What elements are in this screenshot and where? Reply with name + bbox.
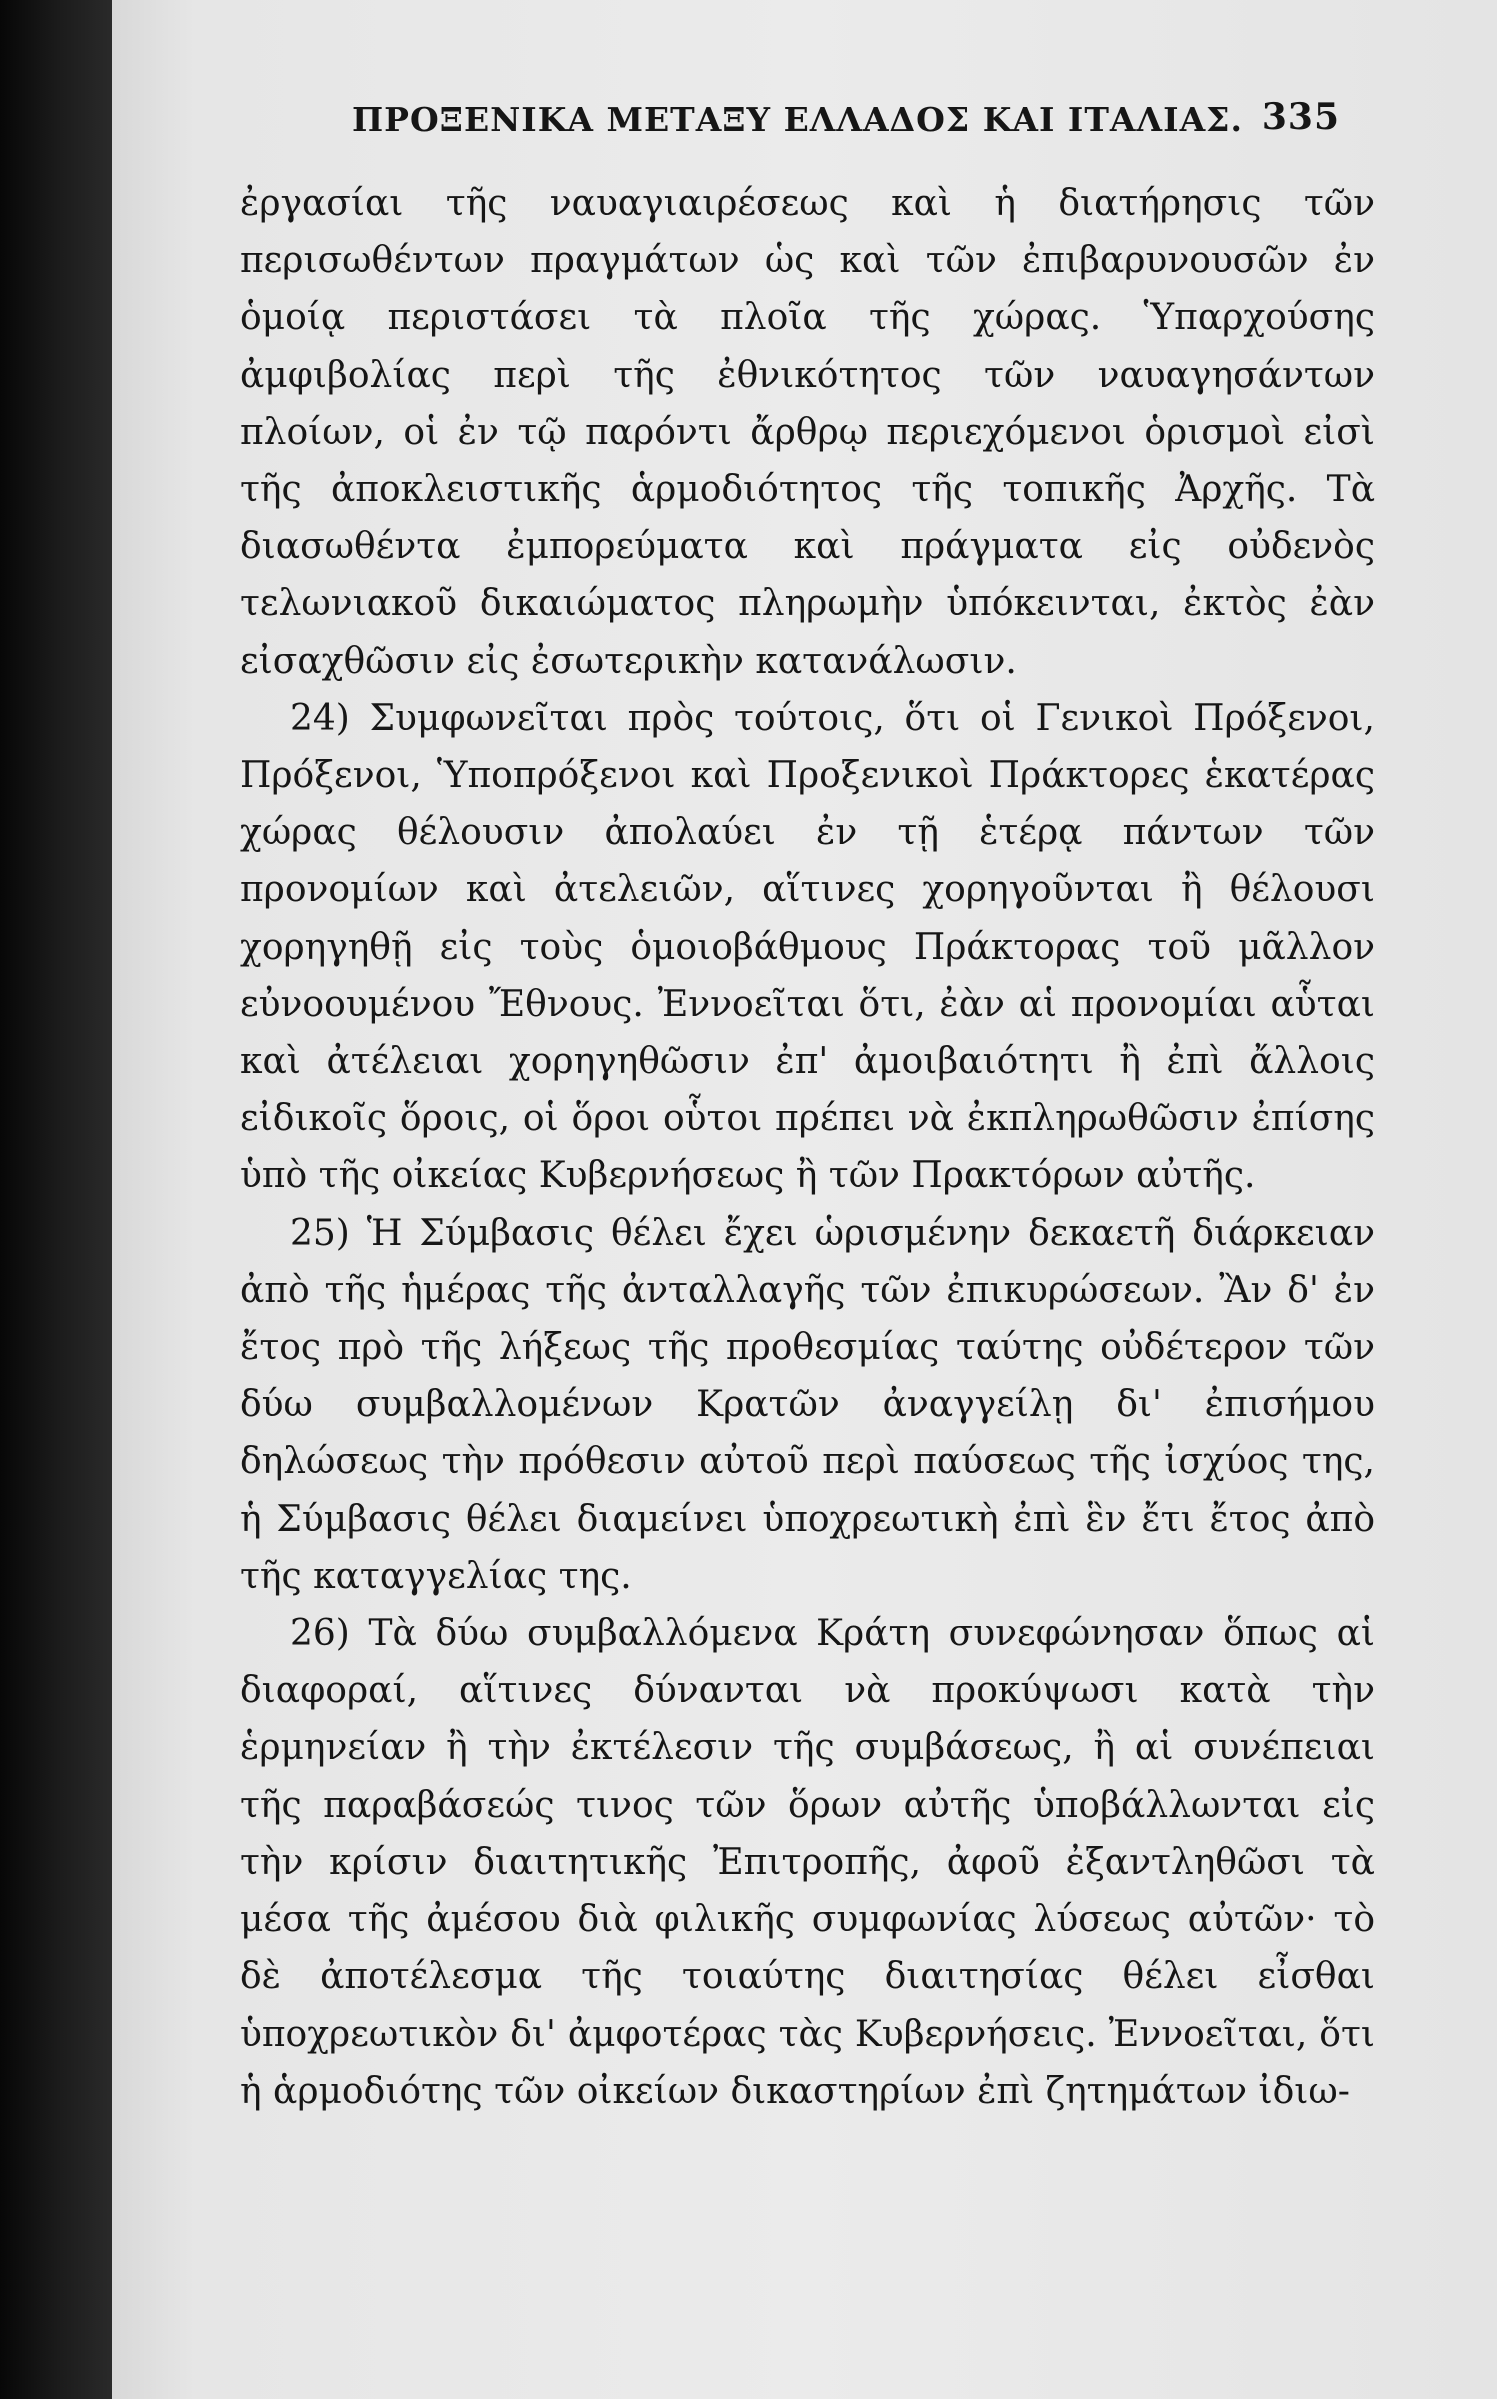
book-binding-edge bbox=[0, 0, 112, 2399]
page-number: 335 bbox=[1261, 96, 1340, 138]
running-header bbox=[240, 92, 1350, 152]
running-title: ΠΡΟΞΕΝΙΚΑ ΜΕΤΑΞΥ ΕΛΛΑΔΟΣ ΚΑΙ ΙΤΑΛΙΑΣ. bbox=[352, 100, 1243, 139]
paragraph-article-24: 24) Συμφωνεῖται πρὸς τούτοις, ὅτι οἱ Γενικοὶ Πρόξενοι, Πρόξενοι, Ὑποπρόξενοι καὶ Προξενικοὶ Πράκτορες ἑκατέρας χώρας θέλουσιν ἀπολαύει ἐν τῇ ἑτέρᾳ πάντων τῶν προνομίων καὶ ἀτελειῶν, αἵτινες χορηγοῦνται ἢ θέλουσι χορηγηθῇ εἰς τοὺς ὁμοιοβάθμους Πράκτορας τοῦ μᾶλλον εὐνοουμένου Ἔθνους. Ἐννοεῖται ὅτι, ἐὰν αἱ προνομίαι αὗται καὶ ἀτέλειαι χορηγηθῶσιν ἐπ' ἀμοιβαιότητι ἢ ἐπὶ ἄλλοις εἰδικοῖς ὅροις, οἱ ὅροι οὗτοι πρέπει νὰ ἐκπληρωθῶσιν ἐπίσης ὑπὸ τῆς οἰκείας Κυβερνήσεως ἢ τῶν Πρακτόρων αὐτῆς. bbox=[240, 697, 1375, 1197]
paragraph-continuation: ἐργασίαι τῆς ναυαγιαιρέσεως καὶ ἡ διατήρησις τῶν περισωθέντων πραγμάτων ὡς καὶ τῶν ἐπιβαρυνουσῶν ἐν ὁμοίᾳ περιστάσει τὰ πλοῖα τῆς χώρας. Ὑπαρχούσης ἀμφιβολίας περὶ τῆς ἐθνικότητος τῶν ναυαγησάντων πλοίων, οἱ ἐν τῷ παρόντι ἄρθρῳ περιεχόμενοι ὁρισμοὶ εἰσὶ τῆς ἀποκλειστικῆς ἁρμοδιότητος τῆς τοπικῆς Ἀρχῆς. Τὰ διασωθέντα ἐμπορεύματα καὶ πράγματα εἰς οὐδενὸς τελωνιακοῦ δικαιώματος πληρωμὴν ὑπόκεινται, ἐκτὸς ἐὰν εἰσαχθῶσιν εἰς ἐσωτερικὴν κατανάλωσιν. bbox=[240, 183, 1375, 682]
body-text bbox=[240, 175, 1375, 2120]
paragraph-article-26: 26) Τὰ δύω συμβαλλόμενα Κράτη συνεφώνησαν ὅπως αἱ διαφοραί, αἵτινες δύνανται νὰ προκύψωσι κατὰ τὴν ἑρμηνείαν ἢ τὴν ἐκτέλεσιν τῆς συμβάσεως, ἢ αἱ συνέπειαι τῆς παραβάσεώς τινος τῶν ὅρων αὐτῆς ὑποβάλλωνται εἰς τὴν κρίσιν διαιτητικῆς Ἐπιτροπῆς, ἀφοῦ ἐξαντληθῶσι τὰ μέσα τῆς ἀμέσου διὰ φιλικῆς συμφωνίας λύσεως αὐτῶν· τὸ δὲ ἀποτέλεσμα τῆς τοιαύτης διαιτησίας θέλει εἶσθαι ὑποχρεωτικὸν δι' ἀμφοτέρας τὰς Κυβερνήσεις. Ἐννοεῖται, ὅτι ἡ ἁρμοδιότης τῶν οἰκείων δικαστηρίων ἐπὶ ζητημάτων ἰδιω- bbox=[240, 1613, 1375, 2112]
paragraph-article-25: 25) Ἡ Σύμβασις θέλει ἔχει ὡρισμένην δεκαετῆ διάρκειαν ἀπὸ τῆς ἡμέρας τῆς ἀνταλλαγῆς τῶν ἐπικυρώσεων. Ἂν δ' ἐν ἔτος πρὸ τῆς λήξεως τῆς προθεσμίας ταύτης οὐδέτερον τῶν δύω συμβαλλομένων Κρατῶν ἀναγγείλῃ δι' ἐπισήμου δηλώσεως τὴν πρόθεσιν αὐτοῦ περὶ παύσεως τῆς ἰσχύος της, ἡ Σύμβασις θέλει διαμείνει ὑποχρεωτικὴ ἐπὶ ἓν ἔτι ἔτος ἀπὸ τῆς καταγγελίας της. bbox=[240, 1212, 1375, 1597]
